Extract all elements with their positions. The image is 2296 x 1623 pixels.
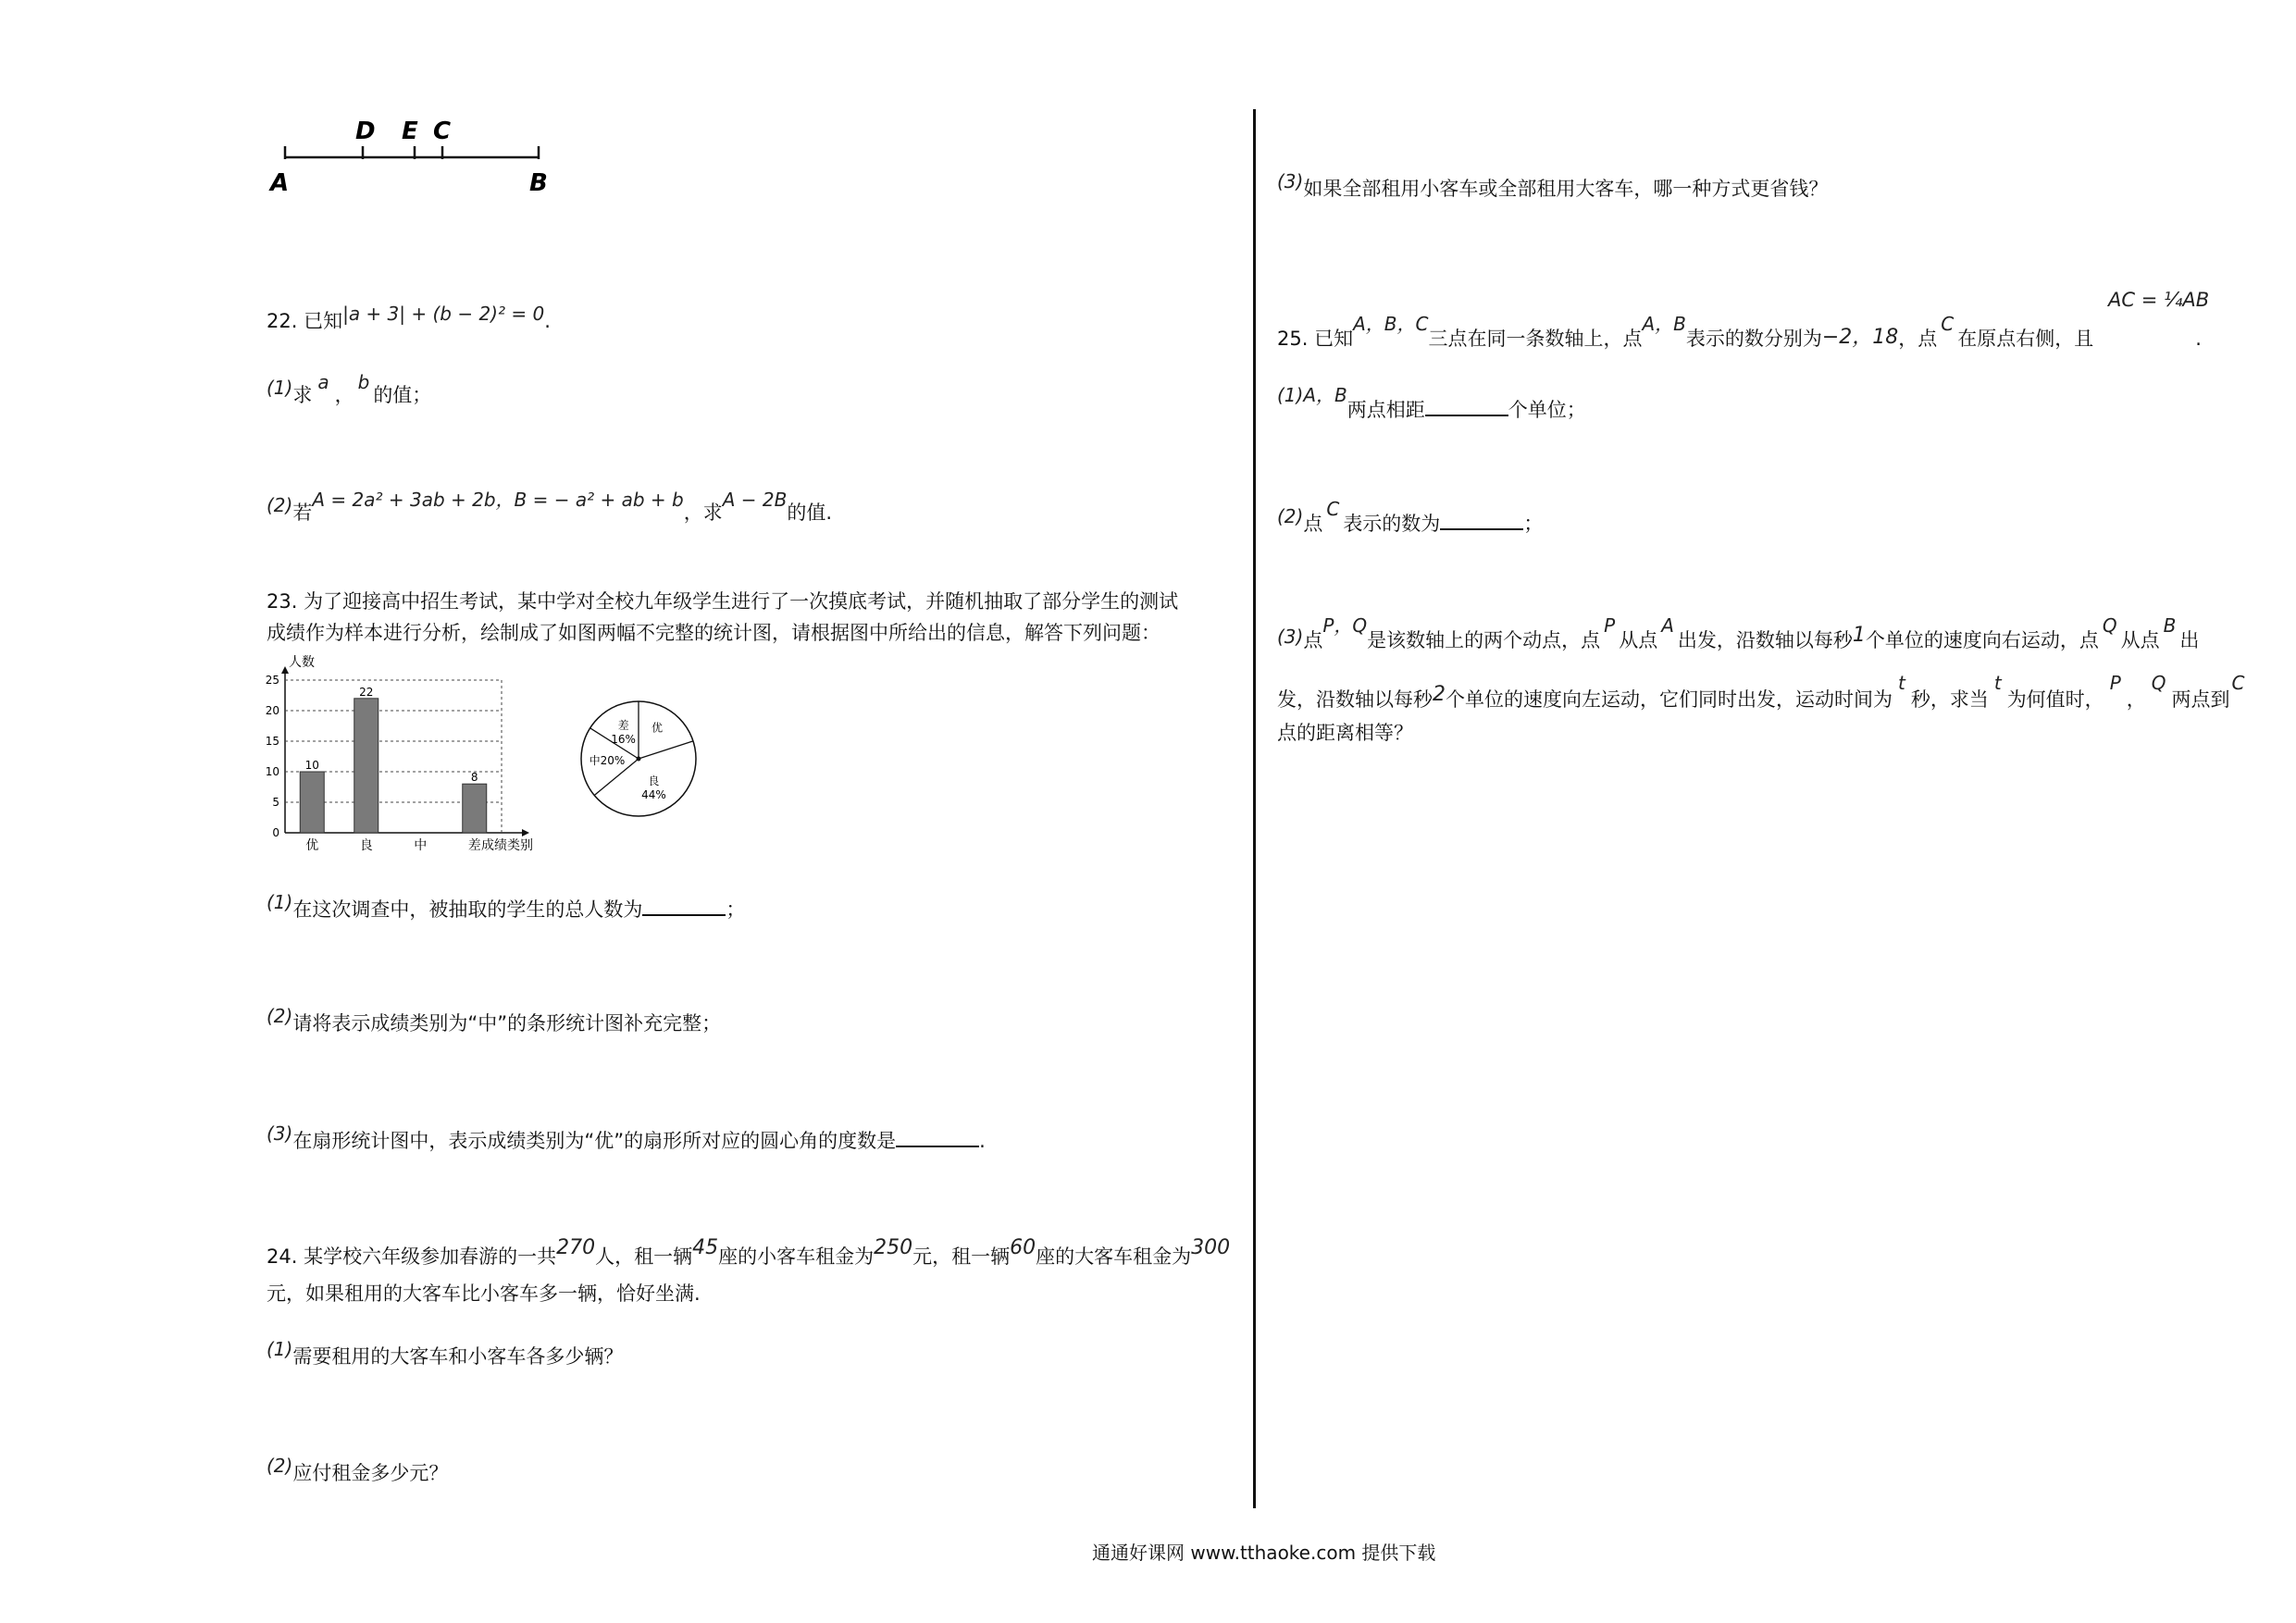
q25-l1-f: . bbox=[2195, 328, 2202, 350]
pie-slice-label bbox=[652, 720, 663, 734]
q25-l2-p: P bbox=[2109, 672, 2121, 694]
bar-ytick-label: 10 bbox=[265, 765, 279, 778]
bar-x-arrow bbox=[522, 829, 529, 836]
bar-chart bbox=[259, 648, 555, 861]
q25-line1 bbox=[1277, 313, 2202, 353]
q25-l2-comma: ， bbox=[2126, 688, 2146, 711]
q25-part2 bbox=[1277, 498, 1544, 537]
q25-l2-2: 2 bbox=[1433, 683, 1446, 706]
q24-line2: 元，如果租用的大客车比小客车多一辆，恰好坐满. bbox=[267, 1282, 701, 1305]
q24-p1-text: 需要租用的大客车和小客车各多少辆？ bbox=[292, 1345, 624, 1368]
q23-part1 bbox=[267, 891, 746, 923]
q22-part2 bbox=[267, 489, 833, 526]
q25-part3-line3: 点的距离相等？ bbox=[1277, 722, 1413, 744]
q25-l2-t: t bbox=[1898, 672, 1905, 694]
q24-n270: 270 bbox=[556, 1236, 596, 1259]
q23-p1-text: 在这次调查中，被抽取的学生的总人数为 bbox=[292, 898, 643, 921]
q25-vals: −2，18 bbox=[1821, 326, 1899, 349]
bar-ytick-label: 15 bbox=[265, 735, 279, 748]
q25-p1-blank[interactable] bbox=[1425, 396, 1508, 416]
q24-p1-num: (1) bbox=[267, 1338, 293, 1360]
bar-chart-xlabel: 成绩类别 bbox=[481, 838, 533, 853]
q25-l1-e: 在原点右侧，且 bbox=[1957, 328, 2094, 350]
q25-l1-b: 三点在同一条数轴上，点 bbox=[1428, 328, 1643, 350]
bar-data-label: 8 bbox=[470, 771, 478, 785]
q25-p2-a: 点 bbox=[1303, 513, 1323, 535]
q22-p1-num: (1) bbox=[267, 377, 293, 399]
q25-l2-d: 为何值时， bbox=[2006, 688, 2104, 711]
q25-l2-c: 秒，求当 bbox=[1910, 688, 1989, 711]
q23-p3-text: 在扇形统计图中，表示成绩类别为“优”的扇形所对应的圆心角的度数是 bbox=[292, 1130, 897, 1152]
q22-p1-text-b: 的值； bbox=[373, 384, 432, 406]
q22-formula: |a + 3| + (b − 2)² = 0 bbox=[342, 303, 545, 325]
segment-diagram bbox=[259, 111, 574, 204]
q22-p1-var-a: a bbox=[317, 371, 329, 393]
label-c: C bbox=[433, 118, 452, 145]
q23-p3-end: . bbox=[979, 1130, 986, 1152]
bar-chart-ylabel: 人数 bbox=[289, 655, 315, 670]
q25-p3-d: 出发，沿数轴以每秒 bbox=[1677, 629, 1853, 651]
label-e: E bbox=[402, 118, 418, 145]
q25-l2-t2: t bbox=[1993, 672, 2002, 694]
pie-label-text: 优 bbox=[652, 721, 664, 735]
column-divider bbox=[1253, 109, 1256, 1508]
q25-p2-text: 表示的数为 bbox=[1343, 513, 1441, 535]
q24-part3 bbox=[1277, 170, 1829, 202]
label-a: A bbox=[270, 169, 290, 197]
q24-p2-num: (2) bbox=[267, 1455, 293, 1477]
q23-p3-num: (3) bbox=[267, 1122, 293, 1145]
q24-line1 bbox=[267, 1236, 1231, 1270]
q24-l1-b: 人，租一辆 bbox=[595, 1245, 693, 1268]
q25-p1-num: (1) bbox=[1277, 384, 1304, 406]
q22-stem bbox=[267, 303, 551, 334]
q25-c: C bbox=[1941, 313, 1955, 335]
bar-ytick-label: 25 bbox=[265, 674, 279, 687]
q25-p2-end: ； bbox=[1523, 513, 1544, 535]
q23-line2: 成绩作为样本进行分析，绘制成了如图两幅不完整的统计图，请根据图中所给出的信息，解答下列问题： bbox=[267, 622, 1160, 644]
q25-l2-q: Q bbox=[2151, 672, 2166, 694]
q25-p1-text: 两点相距 bbox=[1347, 399, 1425, 421]
bar-ytick-label: 20 bbox=[265, 704, 279, 717]
label-d: D bbox=[355, 118, 376, 145]
q25-part3-line1 bbox=[1277, 614, 2200, 654]
q25-part3-line2 bbox=[1277, 672, 2246, 713]
bar bbox=[300, 772, 324, 833]
q25-ab: A，B bbox=[1642, 313, 1686, 335]
q25-p3-pq: P，Q bbox=[1322, 614, 1368, 637]
bar-y-arrow bbox=[281, 666, 289, 674]
bar-category-label: 良 bbox=[359, 838, 373, 853]
q24-p3-text: 如果全部租用小客车或全部租用大客车，哪一种方式更省钱？ bbox=[1303, 178, 1829, 200]
q22-suffix: . bbox=[544, 310, 551, 332]
q22-p2-text-b: ，求 bbox=[683, 502, 723, 524]
q24-l1-e: 座的大客车租金为 bbox=[1036, 1245, 1192, 1268]
pie-value-text: 16% bbox=[611, 733, 636, 747]
q24-n60: 60 bbox=[1010, 1236, 1036, 1259]
q22-p2-formula: A = 2a² + 3ab + 2b，B = − a² + ab + b bbox=[312, 489, 684, 511]
pie-center bbox=[637, 757, 641, 762]
bar-ytick-label: 5 bbox=[272, 796, 279, 809]
q25-p3-b: 是该数轴上的两个动点，点 bbox=[1367, 629, 1601, 651]
q25-p3-g: 出 bbox=[2179, 629, 2200, 651]
q25-l1-d: ，点 bbox=[1898, 328, 1938, 350]
pie-label-text: 良 bbox=[648, 774, 660, 787]
q25-p3-num: (3) bbox=[1277, 626, 1304, 648]
q22-p1-var-b: b bbox=[357, 371, 370, 393]
q24-n45: 45 bbox=[692, 1236, 719, 1259]
q24-p3-num: (3) bbox=[1277, 170, 1304, 192]
q25-p3-A: A bbox=[1661, 614, 1674, 637]
q25-p2-c: C bbox=[1326, 498, 1340, 520]
q23-p2-num: (2) bbox=[267, 1005, 293, 1027]
q24-l1-d: 元，租一辆 bbox=[912, 1245, 1011, 1268]
q24-l1-a: 24. 某学校六年级参加春游的一共 bbox=[267, 1245, 557, 1268]
q23-p2-text: 请将表示成绩类别为“中”的条形统计图补充完整； bbox=[292, 1012, 722, 1035]
q23-p1-end: ； bbox=[726, 898, 746, 921]
q25-p1-ab: A，B bbox=[1303, 384, 1347, 406]
q22-p2-formula2: A − 2B bbox=[722, 489, 788, 511]
pie-label-text: 中20% bbox=[589, 754, 626, 768]
bar bbox=[463, 784, 487, 833]
pie-value-text: 44% bbox=[641, 787, 666, 801]
q25-p3-q: Q bbox=[2102, 614, 2117, 637]
q25-l2-b: 个单位的速度向左运动，它们同时出发，运动时间为 bbox=[1446, 688, 1893, 711]
pie-label-text: 差 bbox=[617, 719, 629, 733]
q24-part2 bbox=[267, 1455, 449, 1486]
q25-p3-1: 1 bbox=[1852, 624, 1866, 647]
q25-p3-B: B bbox=[2163, 614, 2177, 637]
q25-p3-e: 个单位的速度向右运动，点 bbox=[1865, 629, 2099, 651]
q24-part1 bbox=[267, 1338, 624, 1369]
q25-p3-f: 从点 bbox=[2120, 629, 2160, 651]
q25-p3-c: 从点 bbox=[1619, 629, 1658, 651]
q25-p2-blank[interactable] bbox=[1440, 510, 1523, 530]
q25-l2-e: 两点到 bbox=[2171, 688, 2230, 711]
q24-l1-c: 座的小客车租金为 bbox=[718, 1245, 875, 1268]
q25-l1-a: 25. 已知 bbox=[1277, 328, 1354, 350]
q22-p2-text-a: 若 bbox=[292, 502, 313, 524]
q22-p1-comma: ， bbox=[334, 384, 354, 406]
q22-p2-num: (2) bbox=[267, 494, 293, 516]
bar-category-label: 差 bbox=[467, 838, 481, 853]
q25-l1-c: 表示的数分别为 bbox=[1685, 328, 1822, 350]
pie-chart bbox=[574, 694, 703, 824]
q25-p3-a: 点 bbox=[1303, 629, 1323, 651]
q22-part1 bbox=[267, 371, 432, 408]
bar-ytick-label: 0 bbox=[272, 826, 279, 839]
footer: 通通好课网 www.tthaoke.com 提供下载 bbox=[1092, 1542, 1436, 1564]
q23-part3 bbox=[267, 1122, 986, 1154]
q25-p2-num: (2) bbox=[1277, 505, 1304, 527]
bar-data-label: 22 bbox=[359, 685, 374, 699]
pie-slice-label bbox=[590, 753, 626, 767]
q22-p2-text-c: 的值. bbox=[787, 502, 833, 524]
q22-p1-text-a: 求 bbox=[292, 384, 313, 406]
q23-p1-num: (1) bbox=[267, 891, 293, 913]
q25-p1-end: 个单位； bbox=[1508, 399, 1586, 421]
q25-l2-C: C bbox=[2231, 672, 2245, 694]
q25-formula-ac: AC = ¼AB bbox=[2108, 289, 2210, 311]
q23-p1-blank[interactable] bbox=[642, 896, 726, 916]
q24-p2-text: 应付租金多少元？ bbox=[292, 1462, 449, 1484]
label-b: B bbox=[529, 169, 548, 197]
q25-abc: A，B，C bbox=[1353, 313, 1429, 335]
q23-part2 bbox=[267, 1005, 722, 1036]
q25-l2-a: 发，沿数轴以每秒 bbox=[1277, 688, 1433, 711]
q24-n300: 300 bbox=[1191, 1236, 1231, 1259]
bar-data-label: 10 bbox=[304, 759, 319, 772]
q25-p3-p: P bbox=[1604, 614, 1616, 637]
bar bbox=[354, 699, 379, 833]
q24-n250: 250 bbox=[874, 1236, 913, 1259]
bar-category-label: 中 bbox=[414, 838, 428, 853]
bar-category-label: 优 bbox=[305, 838, 319, 853]
q25-part1 bbox=[1277, 384, 1586, 423]
q23-line1: 23. 为了迎接高中招生考试，某中学对全校九年级学生进行了一次摸底考试，并随机抽取了部分学生的测试 bbox=[267, 590, 1179, 613]
q23-p3-blank[interactable] bbox=[896, 1127, 979, 1147]
q22-prefix: 22. 已知 bbox=[267, 310, 343, 332]
